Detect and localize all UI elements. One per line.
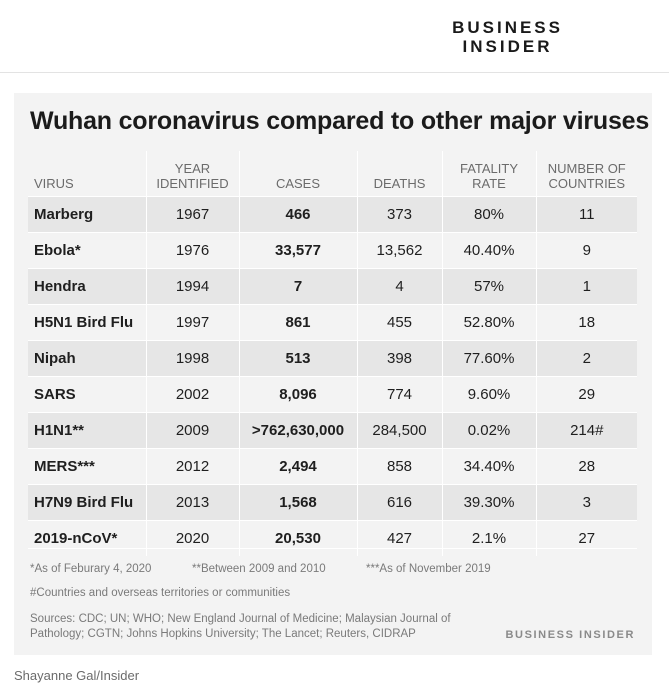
column-header-fatality: FATALITY RATE xyxy=(442,151,536,197)
cases-cell: >762,630,000 xyxy=(239,413,357,449)
deaths-cell: 858 xyxy=(357,449,442,485)
deaths-cell: 455 xyxy=(357,305,442,341)
virus-comparison-table xyxy=(28,151,637,556)
table-row xyxy=(28,197,637,233)
cases-cell: 2,494 xyxy=(239,449,357,485)
virus-name-cell: MERS*** xyxy=(28,449,146,485)
sources-note: Sources: CDC; UN; WHO; New England Journal of Medicine; Malaysian Journal of Pathology; CGTN; Johns Hopkins University; The Lancet; Reuters, CIDRAP xyxy=(30,613,451,640)
fatality-rate-cell: 9.60% xyxy=(442,377,536,413)
table-row xyxy=(28,521,637,557)
countries-cell: 2 xyxy=(536,341,637,377)
virus-name-cell: Nipah xyxy=(28,341,146,377)
site-header xyxy=(0,0,669,73)
cases-cell: 861 xyxy=(239,305,357,341)
infographic-title: Wuhan coronavirus compared to other major viruses xyxy=(30,107,650,135)
year-cell: 1967 xyxy=(146,197,239,233)
footnote-as-of-date: *As of Feburary 4, 2020 xyxy=(30,563,152,575)
fatality-rate-cell: 0.02% xyxy=(442,413,536,449)
countries-cell: 9 xyxy=(536,233,637,269)
table-row xyxy=(28,485,637,521)
column-header-year: YEAR IDENTIFIED xyxy=(146,151,239,197)
virus-name-cell: Hendra xyxy=(28,269,146,305)
deaths-cell: 4 xyxy=(357,269,442,305)
year-cell: 1998 xyxy=(146,341,239,377)
virus-name-cell: 2019-nCoV* xyxy=(28,521,146,557)
logo-line-insider: INSIDER xyxy=(462,37,553,56)
virus-name-cell: SARS xyxy=(28,377,146,413)
deaths-cell: 427 xyxy=(357,521,442,557)
fatality-rate-cell: 34.40% xyxy=(442,449,536,485)
countries-cell: 28 xyxy=(536,449,637,485)
deaths-cell: 284,500 xyxy=(357,413,442,449)
table-row xyxy=(28,413,637,449)
column-header-countries: NUMBER OF COUNTRIES xyxy=(547,161,626,191)
year-cell: 2012 xyxy=(146,449,239,485)
table-row xyxy=(28,233,637,269)
footnote-mers-date: ***As of November 2019 xyxy=(366,563,491,575)
deaths-cell: 398 xyxy=(357,341,442,377)
table-row xyxy=(28,449,637,485)
fatality-rate-cell: 39.30% xyxy=(442,485,536,521)
cases-cell: 1,568 xyxy=(239,485,357,521)
cases-cell: 513 xyxy=(239,341,357,377)
year-cell: 1994 xyxy=(146,269,239,305)
countries-cell: 214# xyxy=(536,413,637,449)
year-cell: 1997 xyxy=(146,305,239,341)
infographic-card xyxy=(14,93,652,655)
footnote-countries: #Countries and overseas territories or communities xyxy=(30,587,291,599)
virus-name-cell: H5N1 Bird Flu xyxy=(28,305,146,341)
fatality-rate-cell: 40.40% xyxy=(442,233,536,269)
countries-cell: 27 xyxy=(536,521,637,557)
fatality-rate-cell: 57% xyxy=(442,269,536,305)
logo-line-business: BUSINESS xyxy=(452,18,563,37)
footnote-h1n1-period: **Between 2009 and 2010 xyxy=(192,563,326,575)
deaths-cell: 373 xyxy=(357,197,442,233)
column-header-virus: VIRUS xyxy=(28,151,146,197)
fatality-rate-cell: 77.60% xyxy=(442,341,536,377)
countries-cell: 29 xyxy=(536,377,637,413)
cases-cell: 20,530 xyxy=(239,521,357,557)
fatality-rate-cell: 80% xyxy=(442,197,536,233)
countries-cell: 18 xyxy=(536,305,637,341)
year-cell: 2002 xyxy=(146,377,239,413)
table-header-row xyxy=(28,151,637,197)
deaths-cell: 13,562 xyxy=(357,233,442,269)
year-cell: 2013 xyxy=(146,485,239,521)
fatality-rate-cell: 2.1% xyxy=(442,521,536,557)
virus-name-cell: H1N1** xyxy=(28,413,146,449)
virus-name-cell: Marberg xyxy=(28,197,146,233)
image-credit: Shayanne Gal/Insider xyxy=(14,668,140,683)
deaths-cell: 774 xyxy=(357,377,442,413)
card-brand-wordmark: BUSINESS INSIDER xyxy=(505,629,635,641)
virus-name-cell: Ebola* xyxy=(28,233,146,269)
cases-cell: 466 xyxy=(239,197,357,233)
cases-cell: 7 xyxy=(239,269,357,305)
countries-cell: 1 xyxy=(536,269,637,305)
year-cell: 1976 xyxy=(146,233,239,269)
year-cell: 2020 xyxy=(146,521,239,557)
table-row xyxy=(28,269,637,305)
year-cell: 2009 xyxy=(146,413,239,449)
virus-name-cell: H7N9 Bird Flu xyxy=(28,485,146,521)
deaths-cell: 616 xyxy=(357,485,442,521)
countries-cell: 3 xyxy=(536,485,637,521)
cases-cell: 8,096 xyxy=(239,377,357,413)
footnotes-divider xyxy=(28,548,637,549)
cases-cell: 33,577 xyxy=(239,233,357,269)
table-row xyxy=(28,341,637,377)
countries-cell: 11 xyxy=(536,197,637,233)
table-body xyxy=(28,197,637,557)
table-row xyxy=(28,377,637,413)
fatality-rate-cell: 52.80% xyxy=(442,305,536,341)
business-insider-logo[interactable] xyxy=(452,18,563,56)
column-header-deaths: DEATHS xyxy=(357,151,442,197)
table-row xyxy=(28,305,637,341)
column-header-cases: CASES xyxy=(239,151,357,197)
